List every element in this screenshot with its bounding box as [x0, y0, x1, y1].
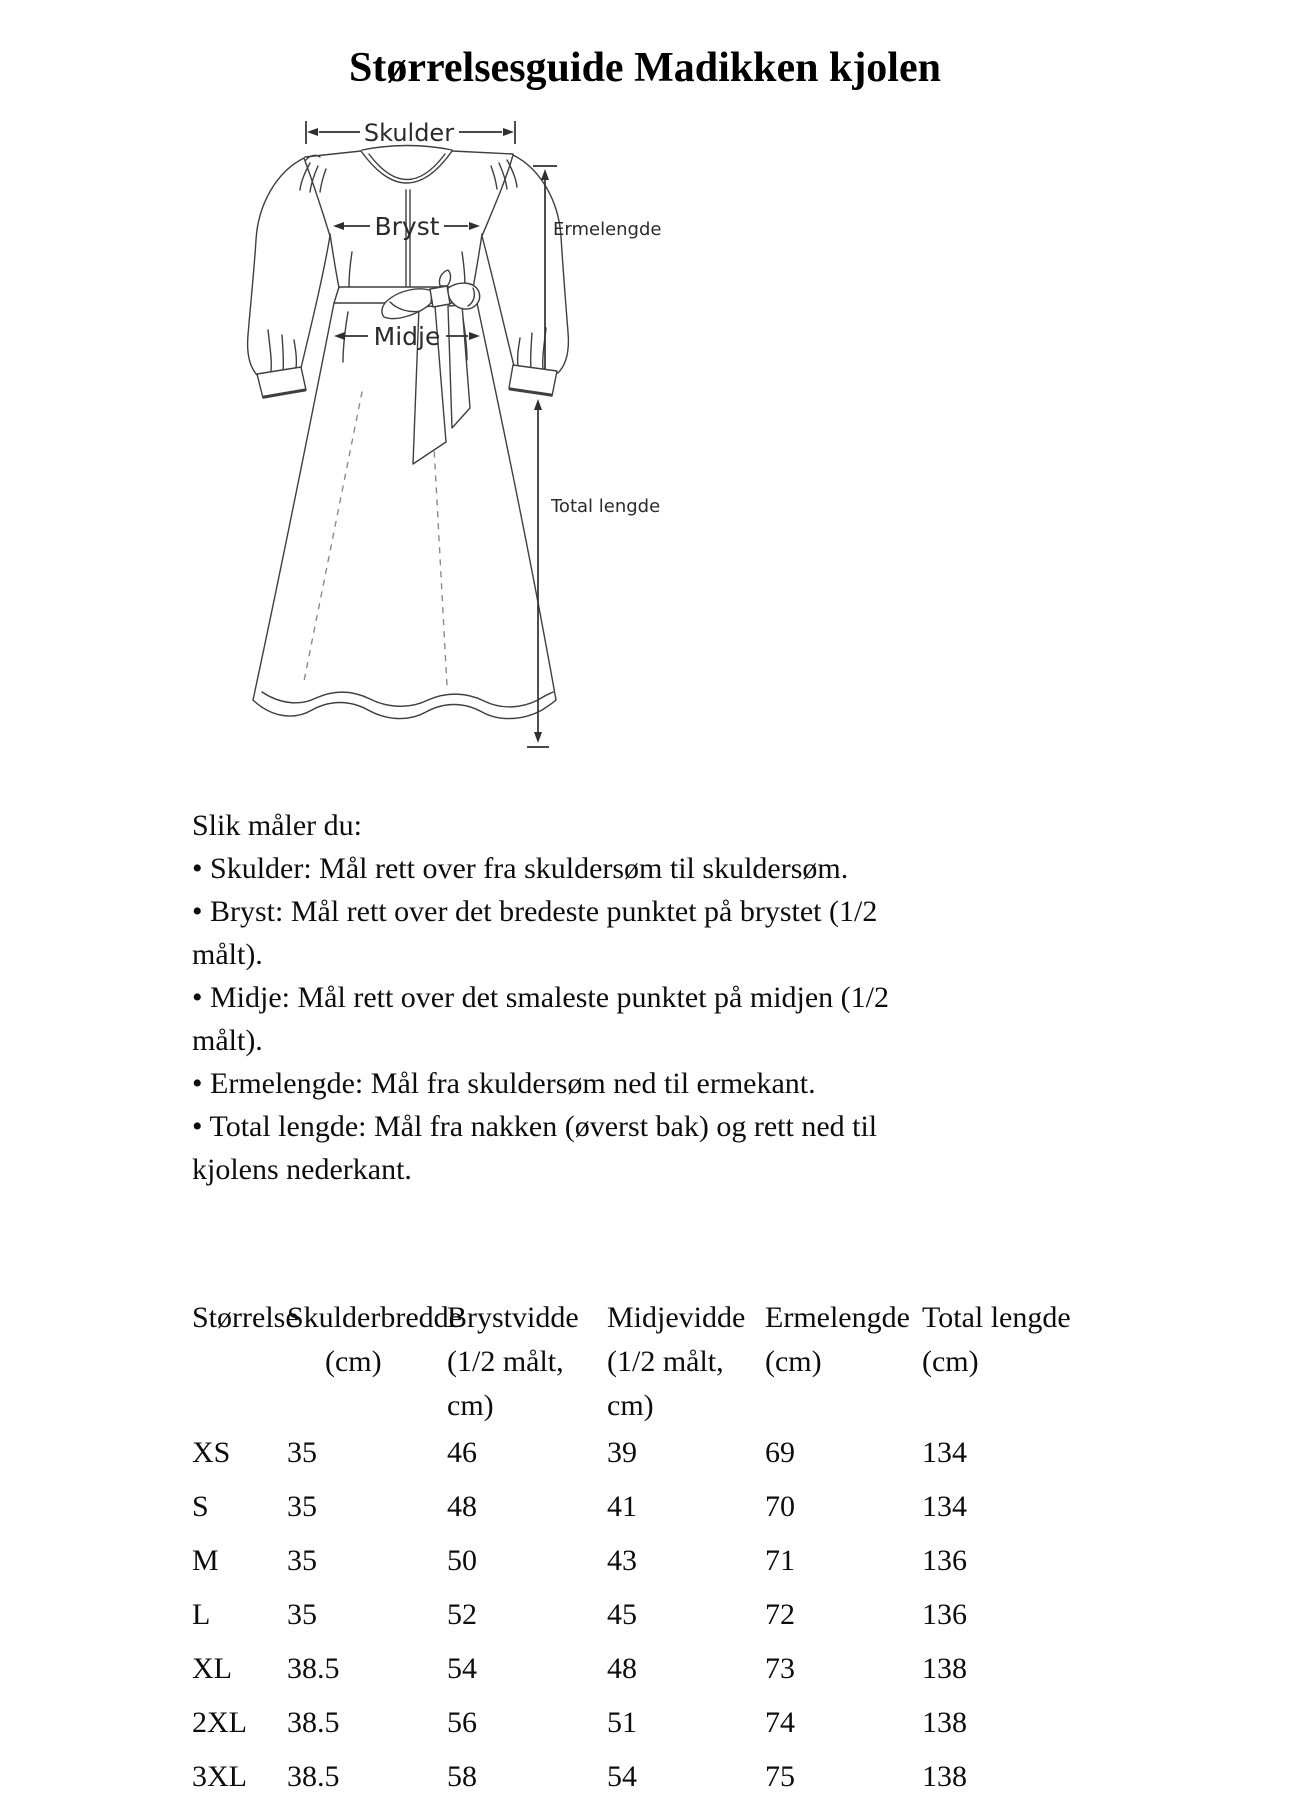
instruction-line: • Total lengde: Mål fra nakken (øverst bak) og rett ned til — [192, 1110, 878, 1143]
skulder-dimension-arrow — [306, 119, 515, 147]
table-cell: 54 — [607, 1760, 637, 1793]
column-label: Ermelengde — [765, 1301, 910, 1334]
table-cell: 134 — [922, 1436, 967, 1469]
table-cell: 43 — [607, 1544, 637, 1577]
table-cell: 74 — [765, 1706, 795, 1739]
table-cell: 75 — [765, 1760, 795, 1793]
table-cell: 38.5 — [287, 1706, 340, 1739]
table-cell: 52 — [447, 1598, 477, 1631]
table-cell: 50 — [447, 1544, 477, 1577]
instruction-line: kjolens nederkant. — [192, 1153, 412, 1186]
bryst-label: Bryst — [374, 212, 440, 241]
column-header — [607, 1296, 765, 1428]
table-cell: 35 — [287, 1436, 317, 1469]
instructions-heading: Slik måler du: — [192, 809, 362, 842]
table-row — [192, 1708, 1072, 1762]
column-header — [447, 1296, 607, 1428]
column-label: Total lengde — [922, 1301, 1071, 1334]
column-label: Brystvidde — [447, 1301, 579, 1334]
table-cell: 51 — [607, 1706, 637, 1739]
table-cell: 72 — [765, 1598, 795, 1631]
midje-label: Midje — [373, 322, 441, 351]
table-cell: 136 — [922, 1598, 967, 1631]
instruction-line: målt). — [192, 938, 263, 971]
table-cell: 48 — [607, 1652, 637, 1685]
size-cell: M — [192, 1544, 219, 1577]
column-unit: (1/2 målt, cm) — [447, 1345, 564, 1422]
column-header — [765, 1296, 922, 1428]
column-unit: (cm) — [922, 1345, 979, 1378]
column-unit: (1/2 målt, cm) — [607, 1345, 724, 1422]
size-cell: 2XL — [192, 1706, 247, 1739]
table-row — [192, 1546, 1072, 1600]
table-cell: 54 — [447, 1652, 477, 1685]
table-row — [192, 1762, 1072, 1808]
skulder-label: Skulder — [363, 119, 455, 147]
table-cell: 69 — [765, 1436, 795, 1469]
column-unit: (cm) — [765, 1345, 822, 1378]
size-cell: L — [192, 1598, 211, 1631]
table-cell: 58 — [447, 1760, 477, 1793]
column-label: Skulderbredde — [287, 1301, 462, 1334]
dress-sleeves — [248, 155, 569, 398]
table-cell: 134 — [922, 1490, 967, 1523]
column-header — [287, 1296, 462, 1428]
table-cell: 39 — [607, 1436, 637, 1469]
table-cell: 56 — [447, 1706, 477, 1739]
instruction-line: • Bryst: Mål rett over det bredeste punktet på brystet (1/2 — [192, 895, 878, 928]
dress-bow — [382, 270, 480, 464]
total-lengde-label: Total lengde — [551, 496, 661, 517]
table-cell: 38.5 — [287, 1652, 340, 1685]
table-cell: 138 — [922, 1652, 967, 1685]
table-cell: 71 — [765, 1544, 795, 1577]
table-cell: 48 — [447, 1490, 477, 1523]
size-table — [192, 1296, 1072, 1808]
table-cell: 138 — [922, 1760, 967, 1793]
table-cell: 136 — [922, 1544, 967, 1577]
table-cell: 35 — [287, 1598, 317, 1631]
table-row — [192, 1438, 1072, 1492]
size-cell: XL — [192, 1652, 232, 1685]
column-label: Størrelse — [192, 1301, 299, 1334]
table-row — [192, 1492, 1072, 1546]
table-row — [192, 1654, 1072, 1708]
table-cell: 73 — [765, 1652, 795, 1685]
dress-measurement-diagram — [210, 95, 690, 755]
table-cell: 45 — [607, 1598, 637, 1631]
instruction-line: • Ermelengde: Mål fra skuldersøm ned til ermekant. — [192, 1067, 816, 1100]
bryst-dimension-arrow — [333, 212, 480, 241]
size-cell: 3XL — [192, 1760, 247, 1793]
table-cell: 41 — [607, 1490, 637, 1523]
column-unit: (cm) — [325, 1345, 382, 1378]
column-header — [192, 1296, 299, 1428]
column-label: Midjevidde — [607, 1301, 746, 1334]
table-cell: 70 — [765, 1490, 795, 1523]
instruction-line: målt). — [192, 1024, 263, 1057]
page-title: Størrelsesguide Madikken kjolen — [349, 45, 941, 91]
column-header — [922, 1296, 1072, 1428]
table-cell: 35 — [287, 1544, 317, 1577]
table-cell: 46 — [447, 1436, 477, 1469]
table-header-row — [192, 1296, 1072, 1428]
size-cell: XS — [192, 1436, 231, 1469]
table-row — [192, 1600, 1072, 1654]
table-body — [192, 1438, 1072, 1808]
size-cell: S — [192, 1490, 209, 1523]
table-cell: 38.5 — [287, 1760, 340, 1793]
ermelengde-label: Ermelengde — [553, 219, 662, 240]
instruction-line: • Midje: Mål rett over det smaleste punktet på midjen (1/2 — [192, 981, 890, 1014]
table-cell: 35 — [287, 1490, 317, 1523]
table-cell: 138 — [922, 1706, 967, 1739]
instruction-line: • Skulder: Mål rett over fra skuldersøm til skuldersøm. — [192, 852, 849, 885]
measuring-instructions — [192, 804, 889, 1191]
